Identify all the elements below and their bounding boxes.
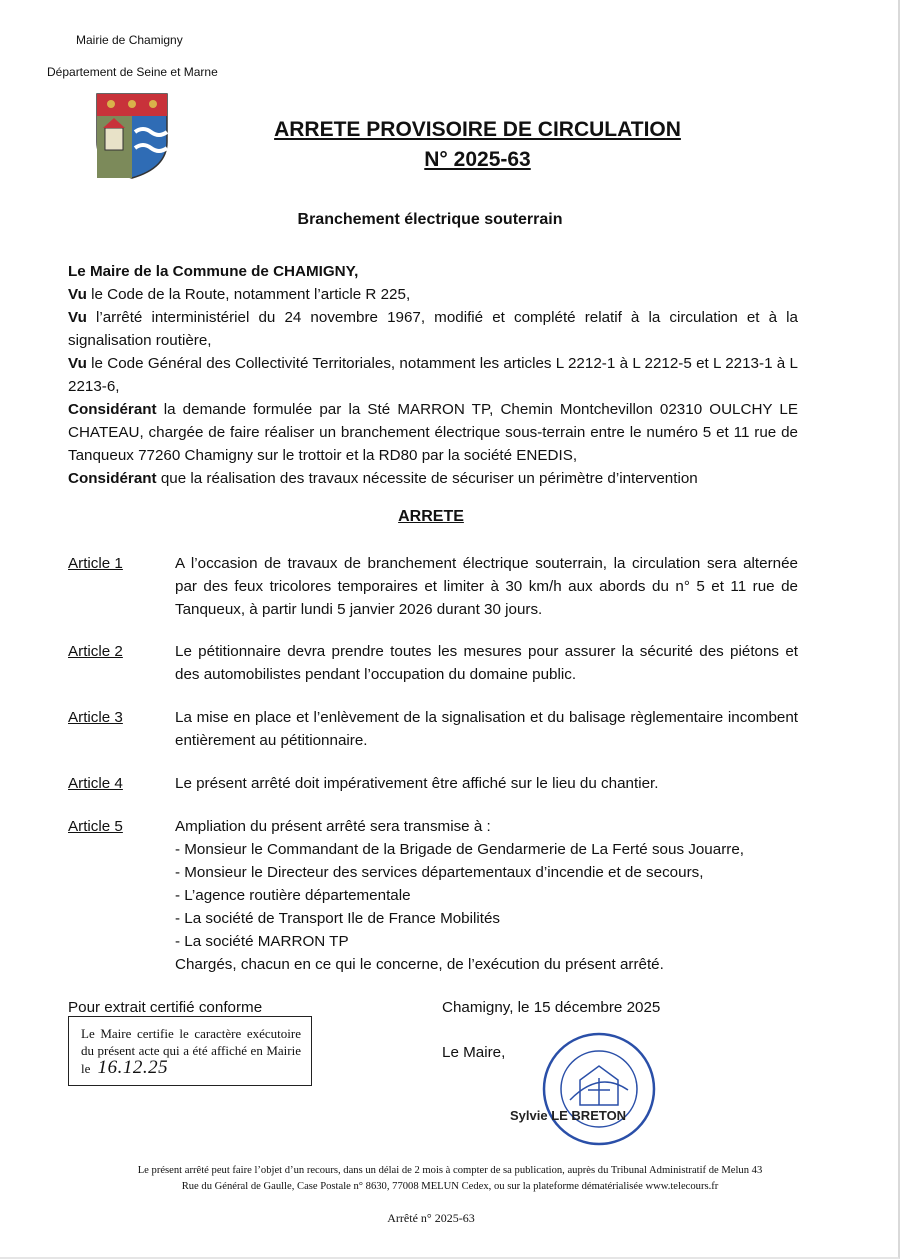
preamble-line: Le Maire de la Commune de CHAMIGNY,	[68, 263, 359, 280]
article-label: Article 4	[68, 775, 123, 792]
signatory-role: Le Maire,	[442, 1044, 506, 1061]
article-text: A l’occasion de travaux de branchement électrique souterrain, la circulation sera alternée par des feux tricolores temporaires et limiter à 30 km/h aux abords du n° 5 et 11 rue de Tanqueux, à partir lundi 5 janvier 2026 durant 30 jours.	[175, 555, 798, 618]
department-name: Département de Seine et Marne	[47, 65, 218, 79]
article-text: Le pétitionnaire devra prendre toutes les mesures pour assurer la sécurité des piétons et des automobilistes pendant l’occupation du domaine public.	[175, 643, 798, 683]
preamble-line: Vu l’arrêté interministériel du 24 novembre 1967, modifié et complété relatif à la circulation et à la signalisation routière,	[68, 309, 798, 349]
coat-of-arms-icon	[95, 92, 169, 180]
footer-line: Le présent arrêté peut faire l’objet d’un recours, dans un délai de 2 mois à compter de sa publication, auprès du Tribunal Administratif de Melun 43	[137, 1165, 763, 1176]
distribution-line: - Monsieur le Commandant de la Brigade de Gendarmerie de La Ferté sous Jouarre,	[175, 841, 744, 858]
article-text: La mise en place et l’enlèvement de la signalisation et du balisage règlementaire incombent entièrement au pétitionnaire.	[175, 709, 798, 749]
decision-heading: ARRETE	[398, 508, 464, 525]
article-2	[68, 640, 798, 686]
article-text	[175, 815, 798, 976]
handwritten-date: 16.12.25	[97, 1057, 169, 1078]
article-label: Article 3	[68, 709, 123, 726]
article-3	[68, 706, 798, 752]
distribution-line: Chargés, chacun en ce qui le concerne, de l’exécution du présent arrêté.	[175, 956, 664, 973]
article-4	[68, 772, 798, 795]
distribution-line: Ampliation du présent arrêté sera transmise à :	[175, 818, 491, 835]
article-label: Article 5	[68, 818, 123, 835]
article-text: Le présent arrêté doit impérativement être affiché sur le lieu du chantier.	[175, 775, 659, 792]
distribution-line: - La société MARRON TP	[175, 933, 349, 950]
document-title: ARRETE PROVISOIRE DE CIRCULATION	[274, 118, 681, 141]
certification-box	[68, 1016, 312, 1086]
distribution-line: - La société de Transport Ile de France Mobilités	[175, 910, 501, 927]
footer-line: Rue du Général de Gaulle, Case Postale n° 8630, 77008 MELUN Cedex, ou sur la plateforme dématérialisée www.telecours.fr	[181, 1181, 719, 1192]
document-subject: Branchement électrique souterrain	[297, 211, 563, 228]
legal-footer	[40, 1163, 860, 1195]
document-number: N° 2025-63	[424, 148, 531, 171]
certification-text: Le Maire certifie le caractère exécutoire du présent acte qui a été affiché en Mairie le	[81, 1026, 301, 1076]
official-stamp-icon	[540, 1030, 658, 1148]
preamble-line: Considérant la demande formulée par la Sté MARRON TP, Chemin Montchevillon 02310 OULCHY LE CHATEAU, chargée de faire réaliser un branchement électrique sous-terrain entre le numéro 5 et 11 rue de Tanqueux 77260 Chamigny sur le trottoir et la RD80 par la société ENEDIS,	[68, 401, 798, 464]
preamble-line: Vu le Code Général des Collectivité Territoriales, notamment les articles L 2212-1 à L 2212-5 et L 2213-1 à L 2213-6,	[68, 355, 798, 395]
article-1	[68, 552, 798, 621]
signer-name: Sylvie LE BRETON	[510, 1108, 627, 1123]
certification-title: Pour extrait certifié conforme	[68, 999, 263, 1016]
article-label: Article 1	[68, 555, 123, 572]
article-label: Article 2	[68, 643, 123, 660]
place-and-date: Chamigny, le 15 décembre 2025	[442, 999, 661, 1016]
distribution-line: - L’agence routière départementale	[175, 887, 411, 904]
document-reference: Arrêté n° 2025-63	[387, 1211, 475, 1225]
preamble-line: Vu le Code de la Route, notamment l’article R 225,	[68, 286, 411, 303]
distribution-line: - Monsieur le Directeur des services départementaux d’incendie et de secours,	[175, 864, 704, 881]
preamble	[68, 260, 798, 490]
article-5	[68, 815, 798, 976]
preamble-line: Considérant que la réalisation des travaux nécessite de sécuriser un périmètre d’intervention	[68, 470, 698, 487]
municipality-name: Mairie de Chamigny	[76, 33, 183, 47]
